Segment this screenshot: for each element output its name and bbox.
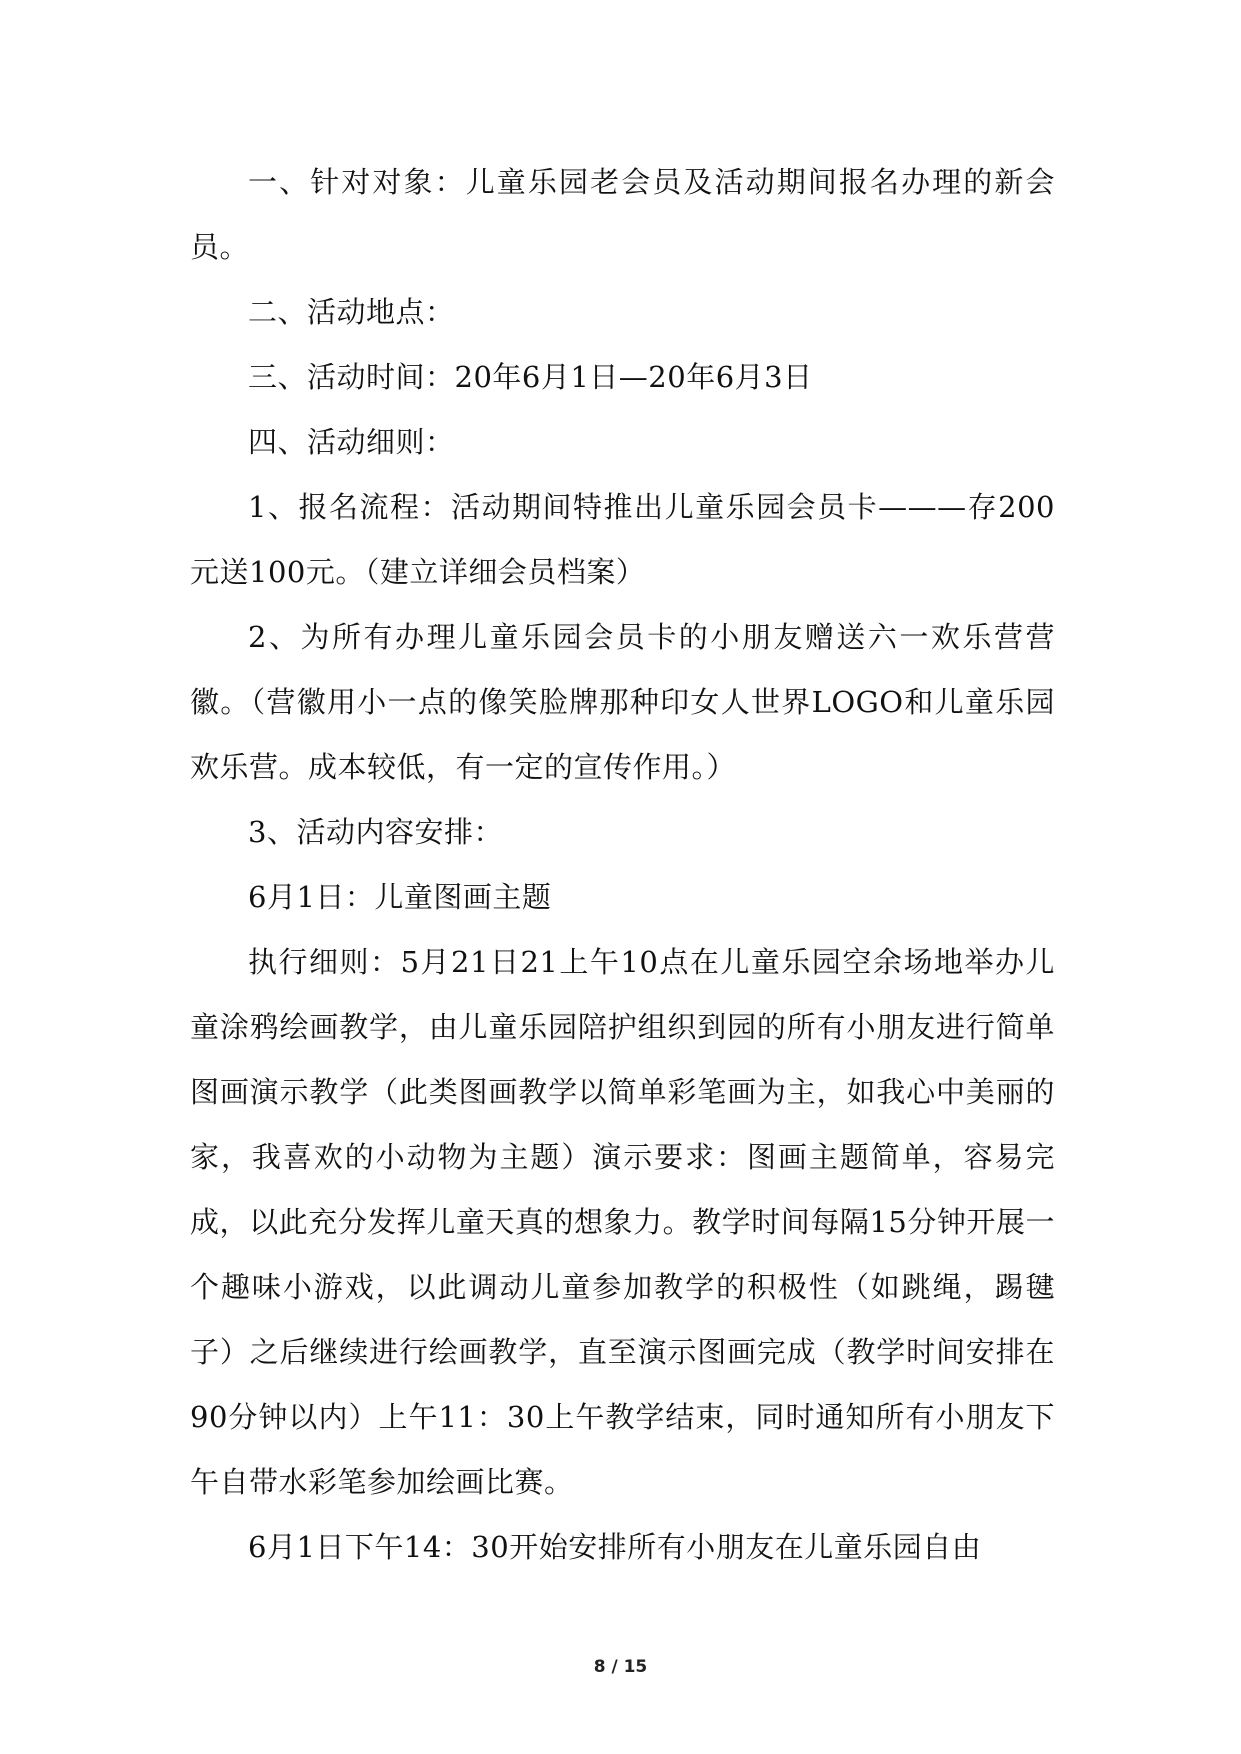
paragraph-badge-gift: 2、为所有办理儿童乐园会员卡的小朋友赠送六一欢乐营营徽。（营徽用小一点的像笑脸牌那种印女人世界LOGO和儿童乐园欢乐营。成本较低，有一定的宣传作用。）: [190, 620, 1055, 784]
paragraph-june1-afternoon: 6月1日下午14：30开始安排所有小朋友在儿童乐园自由: [248, 1530, 982, 1564]
page-number: 8 / 15: [593, 1657, 648, 1677]
paragraph-time: 三、活动时间：20年6月1日—20年6月3日: [248, 360, 813, 394]
document-body: [190, 150, 1055, 1580]
paragraph-content-heading: 3、活动内容安排：: [248, 815, 503, 849]
paragraph-location: 二、活动地点：: [248, 295, 455, 329]
paragraph-june1-theme: 6月1日：儿童图画主题: [248, 880, 552, 914]
paragraph-registration: 1、报名流程：活动期间特推出儿童乐园会员卡———存200元送100元。（建立详细会员档案）: [190, 490, 1055, 589]
paragraph-target-audience: 一、针对对象：儿童乐园老会员及活动期间报名办理的新会员。: [190, 165, 1055, 264]
paragraph-execution-details: 执行细则：5月21日21上午10点在儿童乐园空余场地举办儿童涂鸦绘画教学，由儿童乐园陪护组织到园的所有小朋友进行简单图画演示教学（此类图画教学以简单彩笔画为主，如我心中美丽的家，我喜欢的小动物为主题）演示要求：图画主题简单，容易完成，以此充分发挥儿童天真的想象力。教学时间每隔15分钟开展一个趣味小游戏，以此调动儿童参加教学的积极性（如跳绳，踢毽子）之后继续进行绘画教学，直至演示图画完成（教学时间安排在90分钟以内）上午11：30上午教学结束，同时通知所有小朋友下午自带水彩笔参加绘画比赛。: [190, 945, 1055, 1499]
paragraph-rules-heading: 四、活动细则：: [248, 425, 455, 459]
